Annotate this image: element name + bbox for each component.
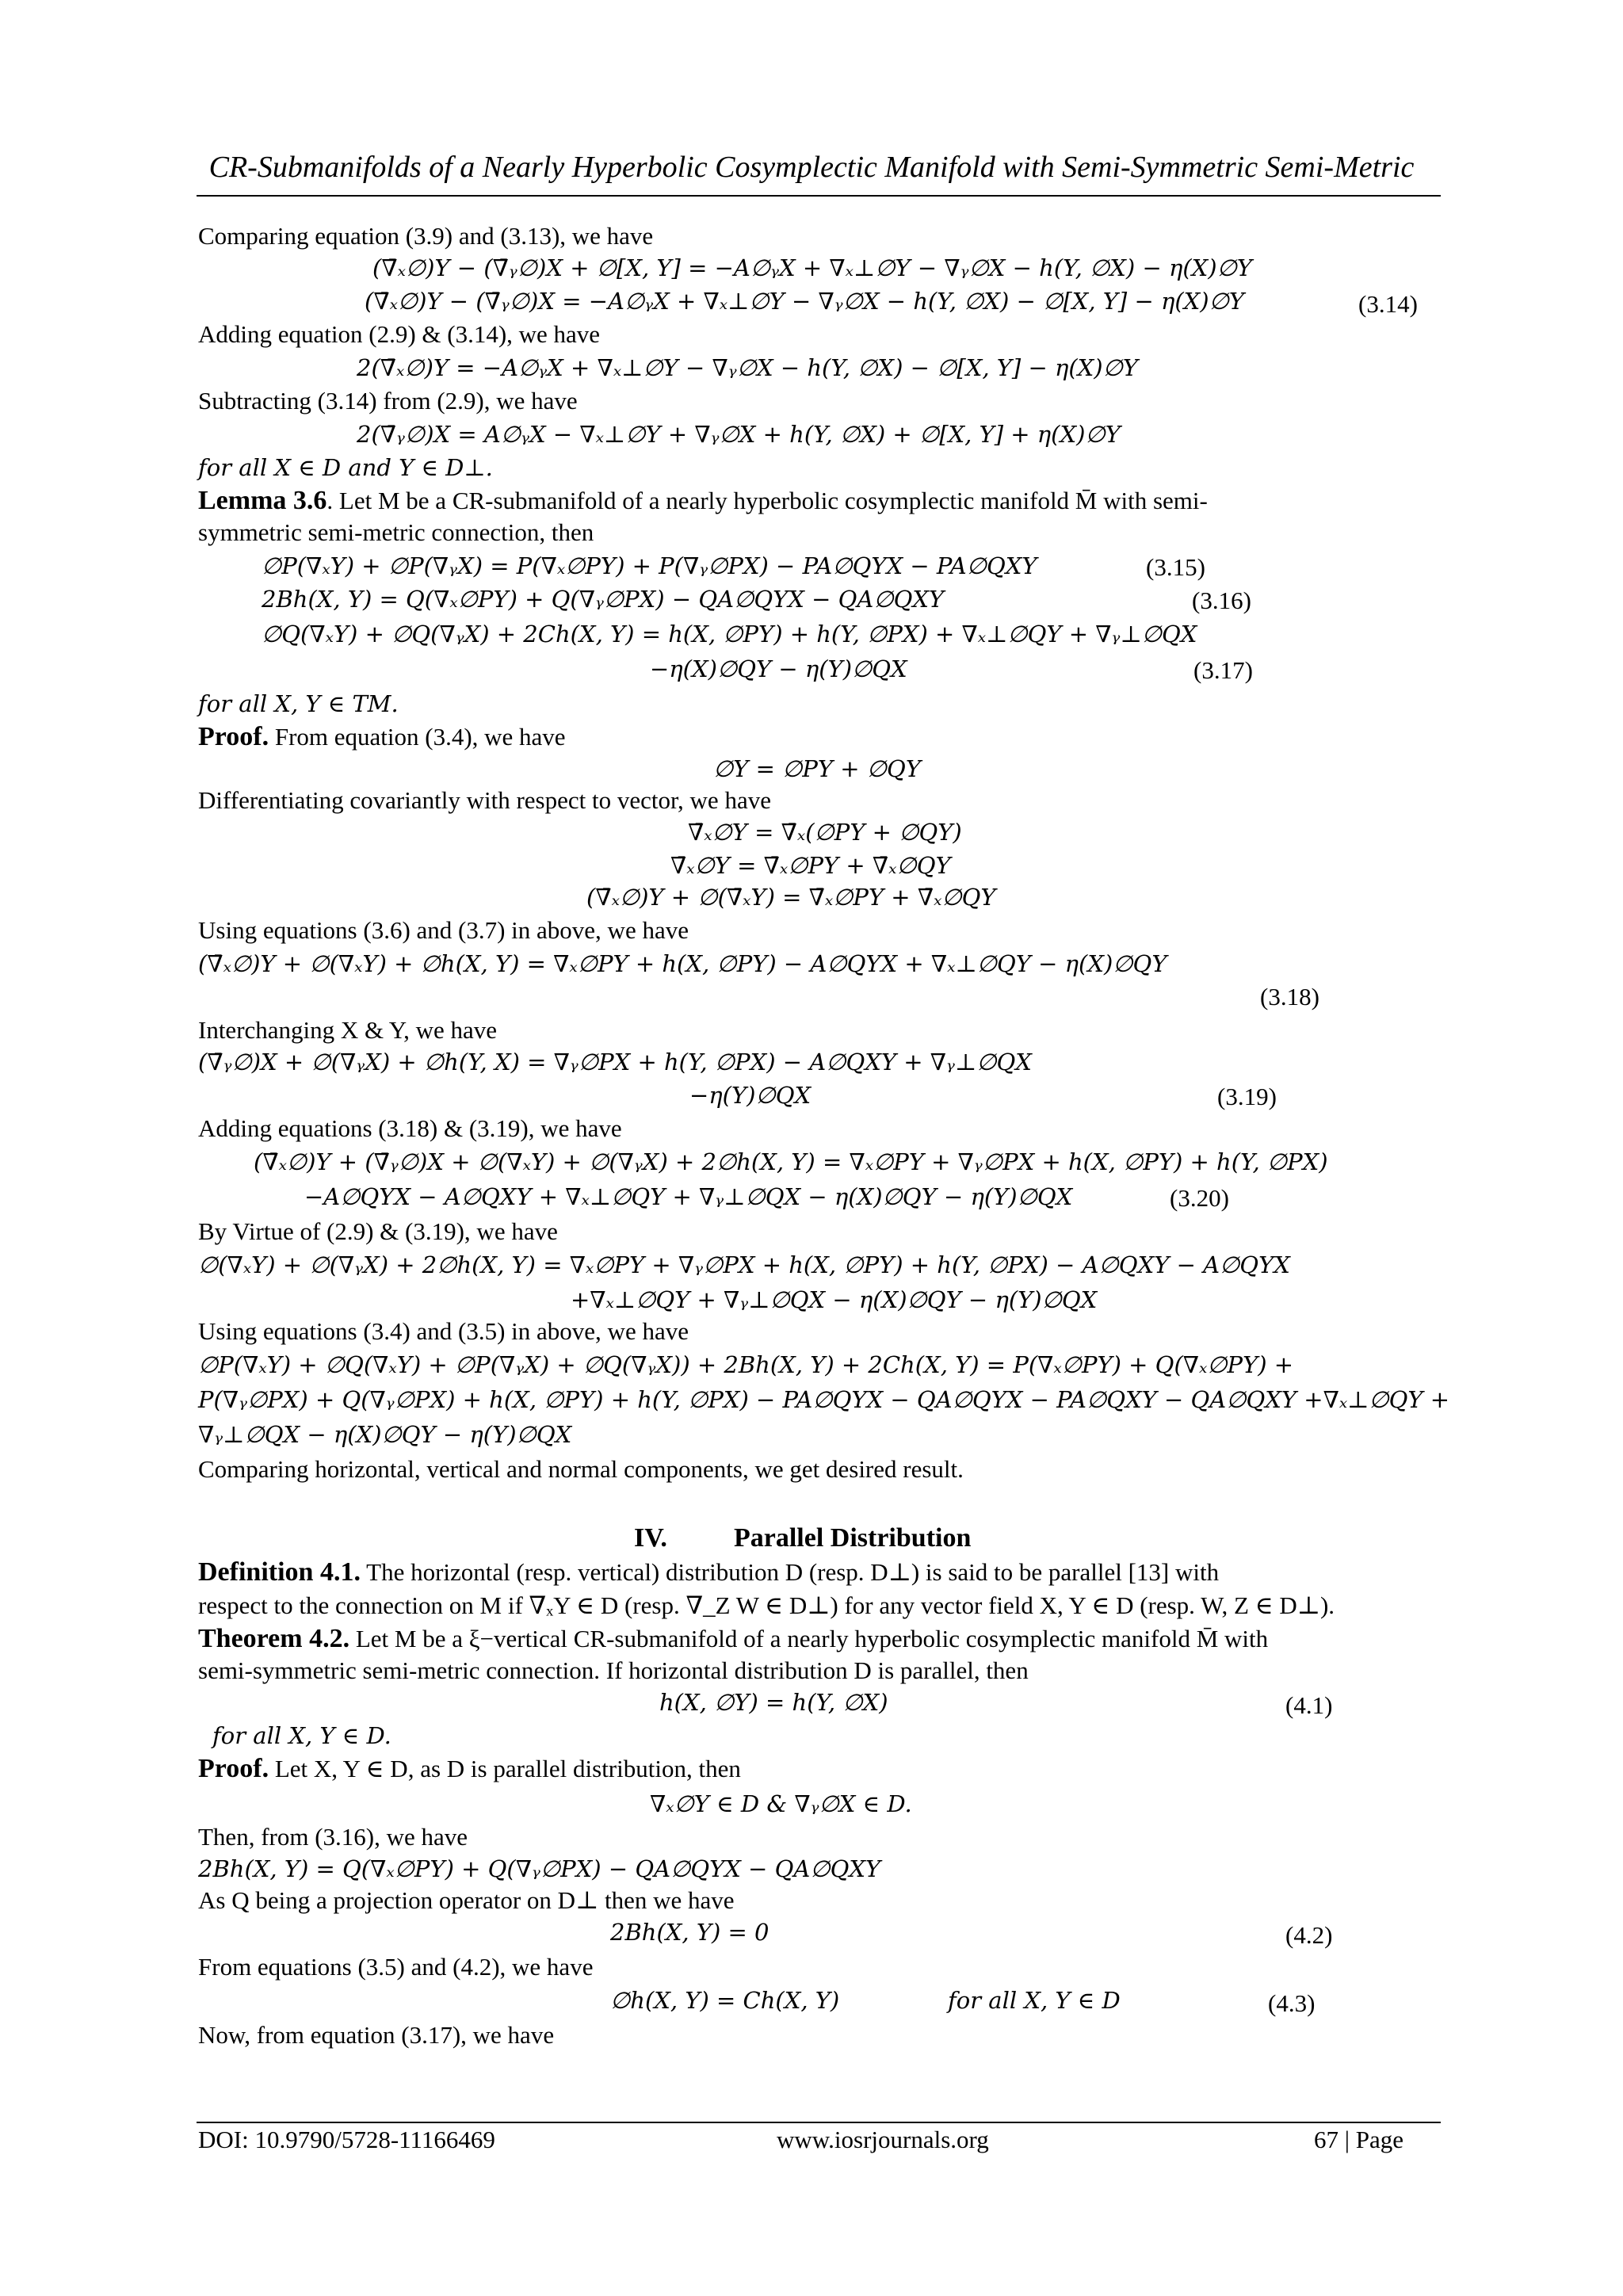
equation: +∇ₓ⊥∅QY + ∇ᵧ⊥∅QX − η(X)∅QY − η(Y)∅QX — [571, 1286, 1098, 1313]
equation: (∇̄ᵧ∅)X + ∅(∇ᵧX) + ∅h(Y, X) = ∇ᵧ∅PX + h(Y, ∅PX) − A∅QXY + ∇ᵧ⊥∅QX — [198, 1049, 1032, 1075]
text-line: Interchanging X & Y, we have — [198, 1016, 498, 1044]
text-line: From equations (3.5) and (4.2), we have — [198, 1953, 594, 1981]
equation: −η(Y)∅QX — [689, 1082, 812, 1109]
equation: (∇̄ₓ∅)Y + (∇̄ᵧ∅)X + ∅(∇ₓY) + ∅(∇ᵧX) + 2∅h(X, Y) = ∇ₓ∅PY + ∇ᵧ∅PX + h(X, ∅PY) + h(Y, ∅PX) — [254, 1148, 1328, 1175]
equation-number: (3.15) — [1146, 553, 1205, 581]
text-line: Adding equation (2.9) & (3.14), we have — [198, 320, 601, 348]
proof-text: Let X, Y ∈ D, as D is parallel distribution, then — [269, 1755, 741, 1782]
equation: 2Bh(X, Y) = Q(∇ₓ∅PY) + Q(∇ᵧ∅PX) − QA∅QYX − QA∅QXY — [198, 1855, 881, 1882]
equation-number: (3.16) — [1192, 586, 1251, 614]
theorem-text: Let M be a ξ−vertical CR-submanifold of a nearly hyperbolic cosymplectic manifold M̄ with — [349, 1625, 1269, 1652]
equation: ∇̄ₓ∅Y = ∇̄ₓ∅PY + ∇̄ₓ∅QY — [670, 852, 951, 879]
equation: for all X, Y ∈ D — [948, 1987, 1121, 2014]
equation: ∇ₓ∅Y ∈ D & ∇ᵧ∅X ∈ D. — [650, 1790, 912, 1817]
text-line: As Q being a projection operator on D⊥ then we have — [198, 1886, 735, 1914]
text-line: respect to the connection on M if ∇ₓY ∈ D (resp. ∇_Z W ∈ D⊥) for any vector field X, Y ∈ D (resp. W, Z ∈ D⊥). — [198, 1591, 1335, 1619]
text-line: Comparing equation (3.9) and (3.13), we have — [198, 222, 654, 250]
equation: P(∇ᵧ∅PX) + Q(∇ᵧ∅PX) + h(X, ∅PY) + h(Y, ∅PX) − PA∅QYX − QA∅QYX − PA∅QXY − QA∅QXY +∇ₓ⊥∅QY + — [198, 1386, 1450, 1413]
text-line: symmetric semi-metric connection, then — [198, 518, 594, 546]
lemma-text: . Let M be a CR-submanifold of a nearly hyperbolic cosymplectic manifold M̄ with semi- — [327, 487, 1208, 514]
definition-label: Definition 4.1. — [198, 1557, 361, 1587]
equation: (∇̄ₓ∅)Y + ∅(∇̄ₓY) = ∇̄ₓ∅PY + ∇̄ₓ∅QY — [586, 884, 996, 911]
equation-number: (3.17) — [1193, 656, 1253, 684]
equation: ∅P(∇ₓY) + ∅Q(∇ₓY) + ∅P(∇ᵧX) + ∅Q(∇ᵧX)) + 2Bh(X, Y) + 2Ch(X, Y) = P(∇ₓ∅PY) + Q(∇ₓ∅PY) + — [198, 1351, 1294, 1378]
proof-label: Proof. — [198, 722, 269, 751]
text-line: Adding equations (3.18) & (3.19), we have — [198, 1114, 622, 1142]
definition-text: The horizontal (resp. vertical) distribution D (resp. D⊥) is said to be parallel [13] with — [360, 1558, 1220, 1586]
equation: ∅(∇ₓY) + ∅(∇ᵧX) + 2∅h(X, Y) = ∇ₓ∅PY + ∇ᵧ∅PX + h(X, ∅PY) + h(Y, ∅PX) − A∅QXY − A∅QYX — [198, 1251, 1290, 1278]
text-line: Using equations (3.6) and (3.7) in above, we have — [198, 916, 689, 944]
equation: −A∅QYX − A∅QXY + ∇ₓ⊥∅QY + ∇ᵧ⊥∅QX − η(X)∅QY − η(Y)∅QX — [304, 1183, 1073, 1210]
proof-text: From equation (3.4), we have — [269, 723, 566, 751]
equation-number: (4.1) — [1285, 1691, 1333, 1719]
theorem-label: Theorem 4.2. — [198, 1624, 350, 1653]
equation-number: (3.18) — [1260, 983, 1319, 1010]
equation: ∇ᵧ⊥∅QX − η(X)∅QY − η(Y)∅QX — [198, 1421, 572, 1448]
equation-number: (3.14) — [1358, 290, 1418, 318]
footer-doi: DOI: 10.9790/5728-11166469 — [198, 2126, 495, 2153]
text-line: Then, from (3.16), we have — [198, 1823, 468, 1851]
equation: 2Bh(X, Y) = Q(∇ₓ∅PY) + Q(∇ᵧ∅PX) − QA∅QYX − QA∅QXY — [262, 586, 945, 613]
theorem-4-2 — [198, 1623, 1268, 1655]
equation-number: (3.19) — [1217, 1083, 1277, 1110]
equation: ∅Y = ∅PY + ∅QY — [713, 755, 921, 782]
definition-4-1 — [198, 1557, 1219, 1588]
equation: ∅Q(∇ₓY) + ∅Q(∇ᵧX) + 2Ch(X, Y) = h(X, ∅PY) + h(Y, ∅PX) + ∇ₓ⊥∅QY + ∇ᵧ⊥∅QX — [262, 621, 1197, 648]
text-line: Comparing horizontal, vertical and normal components, we get desired result. — [198, 1455, 964, 1483]
text-line: Differentiating covariantly with respect to vector, we have — [198, 786, 771, 814]
running-header: CR-Submanifolds of a Nearly Hyperbolic Cosymplectic Manifold with Semi-Symmetric Semi-Metric — [208, 151, 1415, 184]
text-line: Now, from equation (3.17), we have — [198, 2021, 555, 2049]
equation: −η(X)∅QY − η(Y)∅QX — [650, 655, 907, 682]
equation: ∅h(X, Y) = Ch(X, Y) — [610, 1987, 840, 2014]
equation: ∇̄ₓ∅Y = ∇̄ₓ(∅PY + ∅QY) — [688, 819, 962, 846]
footer-rule — [197, 2122, 1441, 2123]
equation-number: (4.3) — [1268, 1989, 1316, 2017]
equation: (∇̄ₓ∅)Y + ∅(∇ₓY) + ∅h(X, Y) = ∇ₓ∅PY + h(X, ∅PY) − A∅QYX + ∇ₓ⊥∅QY − η(X)∅QY — [198, 950, 1167, 977]
text-line: Using equations (3.4) and (3.5) in above, we have — [198, 1317, 689, 1345]
proof-label: Proof. — [198, 1754, 269, 1783]
text-line: Subtracting (3.14) from (2.9), we have — [198, 387, 578, 415]
text-line: for all X ∈ D and Y ∈ D⊥. — [198, 454, 493, 481]
footer-page: 67 | Page — [1314, 2126, 1403, 2153]
text-line: for all X, Y ∈ TM. — [198, 690, 399, 717]
text-line: By Virtue of (2.9) & (3.19), we have — [198, 1217, 558, 1245]
equation: 2(∇̄ᵧ∅)X = A∅ᵧX − ∇ₓ⊥∅Y + ∇ᵧ∅X + h(Y, ∅X) + ∅[X, Y] + η(X)∅Y — [357, 421, 1121, 448]
equation-number: (4.2) — [1285, 1921, 1333, 1949]
section-title: Parallel Distribution — [734, 1523, 972, 1553]
header-rule — [197, 195, 1441, 197]
equation: ∅P(∇ₓY) + ∅P(∇ᵧX) = P(∇ₓ∅PY) + P(∇ᵧ∅PX) − PA∅QYX − PA∅QXY — [262, 552, 1037, 579]
equation: h(X, ∅Y) = h(Y, ∅X) — [659, 1689, 888, 1716]
equation: (∇̄ₓ∅)Y − (∇̄ᵧ∅)X + ∅[X, Y] = −A∅ᵧX + ∇ₓ⊥∅Y − ∇ᵧ∅X − h(Y, ∅X) − η(X)∅Y — [372, 254, 1253, 281]
lemma-3-6 — [198, 485, 1208, 517]
text-line: semi-symmetric semi-metric connection. If horizontal distribution D is parallel, then — [198, 1656, 1029, 1684]
equation: (∇̄ₓ∅)Y − (∇̄ᵧ∅)X = −A∅ᵧX + ∇ₓ⊥∅Y − ∇ᵧ∅X − h(Y, ∅X) − ∅[X, Y] − η(X)∅Y — [365, 288, 1245, 315]
footer-site: www.iosrjournals.org — [777, 2126, 989, 2153]
text-line: for all X, Y ∈ D. — [212, 1722, 391, 1749]
proof-2 — [198, 1753, 741, 1785]
equation-number: (3.20) — [1170, 1184, 1229, 1212]
equation: 2(∇̄ₓ∅)Y = −A∅ᵧX + ∇ₓ⊥∅Y − ∇ᵧ∅X − h(Y, ∅X) − ∅[X, Y] − η(X)∅Y — [357, 354, 1139, 381]
lemma-label: Lemma 3.6 — [198, 486, 327, 515]
equation: 2Bh(X, Y) = 0 — [610, 1919, 769, 1946]
section-number: IV. — [634, 1523, 667, 1553]
proof-1 — [198, 721, 566, 753]
